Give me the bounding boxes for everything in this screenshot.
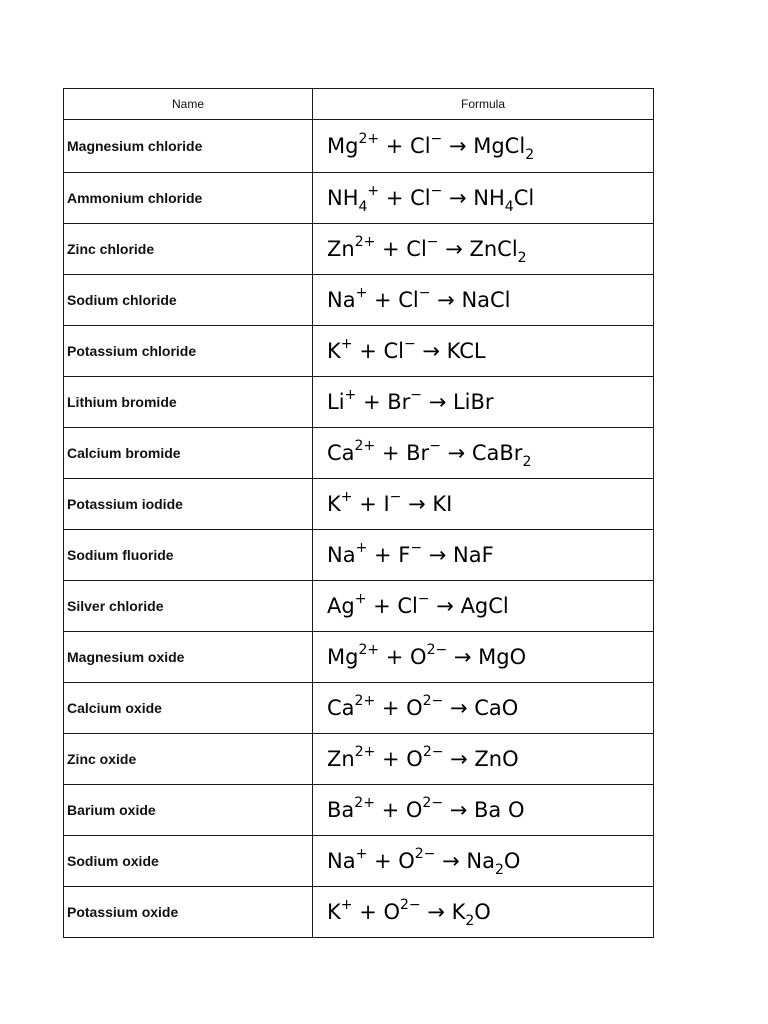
- header-row: [64, 89, 654, 120]
- table-row: [64, 479, 654, 530]
- compound-name: Potassium oxide: [64, 887, 313, 938]
- compound-formula: Ag+ + Cl− → AgCl: [313, 581, 654, 632]
- compound-formula: $NH_4^+ + Cl^- \to NH_4Cl$: [313, 173, 654, 224]
- formula-column-header: Formula: [313, 89, 654, 120]
- compound-formula: $Zn^{2+} + O^{2-}$ → ZnO: [313, 734, 654, 785]
- compound-name: Calcium oxide: [64, 683, 313, 734]
- compound-name: Magnesium oxide: [64, 632, 313, 683]
- compound-formula: Li+ + Br− → LiBr: [313, 377, 654, 428]
- compound-formula: $Mg^{2+} + O^{2-}$ → MgO: [313, 632, 654, 683]
- table-row: [64, 785, 654, 836]
- table-row: [64, 224, 654, 275]
- table-row: [64, 275, 654, 326]
- compound-formula: $Mg^{2+} + Cl^-$ → MgCl$_2$: [313, 120, 654, 173]
- table-row: [64, 683, 654, 734]
- table-row: [64, 836, 654, 887]
- compound-formula: Na+ + Cl− → NaCl: [313, 275, 654, 326]
- table-row: [64, 887, 654, 938]
- table-row: [64, 377, 654, 428]
- table-row: [64, 530, 654, 581]
- name-column-header: Name: [64, 89, 313, 120]
- compound-name: Barium oxide: [64, 785, 313, 836]
- compound-name: Sodium oxide: [64, 836, 313, 887]
- table-row: [64, 581, 654, 632]
- table-row: [64, 173, 654, 224]
- table-row: [64, 632, 654, 683]
- compound-name: Calcium bromide: [64, 428, 313, 479]
- compound-name: Lithium bromide: [64, 377, 313, 428]
- compound-formula: $Na^+ + O^{2-} \to Na_2O$: [313, 836, 654, 887]
- compound-name: Magnesium chloride: [64, 120, 313, 173]
- compound-name: Zinc oxide: [64, 734, 313, 785]
- compound-formula: $Ca^{2+} + Br^-$ → CaBr$_2$: [313, 428, 654, 479]
- compound-formula: Na+ + F− → NaF: [313, 530, 654, 581]
- compound-formula: $Zn^{2+} + Cl^-$ → ZnCl$_2$: [313, 224, 654, 275]
- table-body: [64, 120, 654, 938]
- compound-table: [63, 88, 654, 938]
- table-row: [64, 428, 654, 479]
- table-row: [64, 326, 654, 377]
- compound-name: Ammonium chloride: [64, 173, 313, 224]
- compound-name: Potassium iodide: [64, 479, 313, 530]
- compound-name: Silver chloride: [64, 581, 313, 632]
- compound-name: Sodium chloride: [64, 275, 313, 326]
- compound-name: Sodium fluoride: [64, 530, 313, 581]
- compound-name: Zinc chloride: [64, 224, 313, 275]
- table-row: [64, 734, 654, 785]
- table-row: [64, 120, 654, 173]
- compound-formula: $K^+ + O^{2-} \to K_2O$: [313, 887, 654, 938]
- compound-formula: $Ba^{2+} + O^{2-} \to Ba$ O: [313, 785, 654, 836]
- compound-name: Potassium chloride: [64, 326, 313, 377]
- compound-formula: K+ + Cl− → KCL: [313, 326, 654, 377]
- compound-formula: $Ca^{2+} + O^{2-}$ → CaO: [313, 683, 654, 734]
- compound-formula: K+ + I− → KI: [313, 479, 654, 530]
